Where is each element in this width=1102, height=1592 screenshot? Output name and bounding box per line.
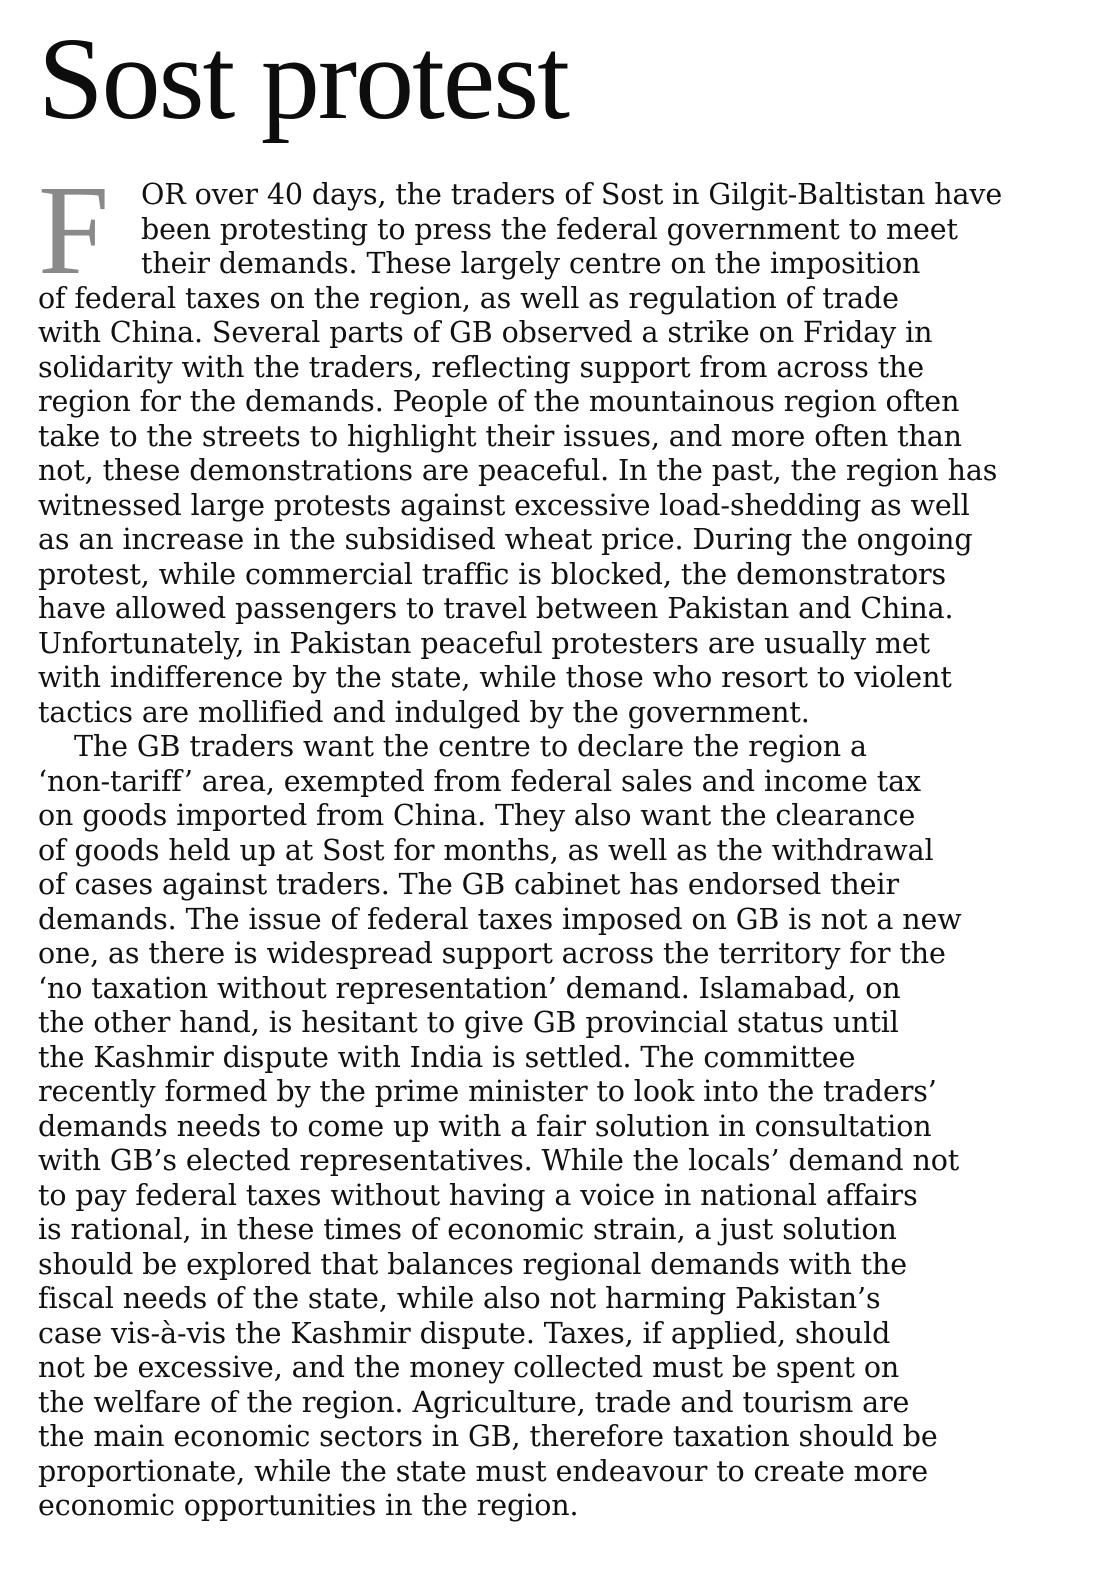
text-line: on goods imported from China. They also want the clearance	[38, 799, 916, 832]
text-line: protest, while commercial traffic is blocked, the demonstrators	[38, 557, 947, 591]
text-line: economic opportunities in the region.	[38, 1489, 579, 1522]
text-line: ‘non-tariff’ area, exempted from federal sales and income tax	[38, 764, 921, 798]
text-line: their demands. These largely centre on the imposition	[141, 247, 921, 280]
text-line: the main economic sectors in GB, therefore taxation should be	[38, 1420, 938, 1453]
text-line: fiscal needs of the state, while also not harming Pakistan’s	[38, 1282, 881, 1315]
text-line: demands needs to come up with a fair solution in consultation	[38, 1109, 932, 1143]
text-line: to pay federal taxes without having a voice in national affairs	[38, 1178, 918, 1212]
text-line: with GB’s elected representatives. While the locals’ demand not	[38, 1144, 960, 1177]
headline: Sost protest	[38, 13, 568, 144]
text-line: one, as there is widespread support across the territory for the	[38, 937, 946, 970]
text-line: tactics are mollified and indulged by the government.	[38, 695, 810, 729]
paragraph-1	[38, 159, 1078, 730]
text-line: the other hand, is hesitant to give GB provincial status until	[38, 1006, 899, 1039]
text-line: OR over 40 days, the traders of Sost in Gilgit-Baltistan have	[141, 178, 1003, 211]
text-line: been protesting to press the federal government to meet	[141, 212, 958, 246]
text-line: demands. The issue of federal taxes imposed on GB is not a new	[38, 902, 962, 936]
text-line: not be excessive, and the money collected must be spent on	[38, 1351, 900, 1384]
text-line: the Kashmir dispute with India is settled. The committee	[38, 1040, 856, 1074]
text-line: Unfortunately, in Pakistan peaceful protesters are usually met	[38, 626, 931, 660]
text-line: The GB traders want the centre to declare the region a	[74, 730, 867, 763]
text-line: case vis-à-vis the Kashmir dispute. Taxes, if applied, should	[38, 1316, 891, 1350]
text-line: have allowed passengers to travel between Pakistan and China.	[38, 592, 954, 625]
text-line: take to the streets to highlight their issues, and more often than	[38, 419, 962, 453]
text-line: solidarity with the traders, reflecting support from across the	[38, 350, 925, 384]
text-line: proportionate, while the state must endeavour to create more	[38, 1454, 928, 1488]
text-line: of cases against traders. The GB cabinet has endorsed their	[38, 868, 899, 901]
text-line: region for the demands. People of the mountainous region often	[38, 385, 960, 418]
text-line: as an increase in the subsidised wheat price. During the ongoing	[38, 523, 973, 556]
text-line: of federal taxes on the region, as well as regulation of trade	[38, 281, 899, 315]
text-line: recently formed by the prime minister to look into the traders’	[38, 1075, 937, 1108]
text-line: witnessed large protests against excessive load-shedding as well	[38, 488, 970, 522]
article-body	[38, 159, 1078, 1524]
text-line: with China. Several parts of GB observed a strike on Friday in	[38, 316, 933, 349]
drop-cap: F	[38, 159, 110, 301]
text-line: not, these demonstrations are peaceful. In the past, the region has	[38, 454, 998, 487]
text-line: should be explored that balances regional demands with the	[38, 1247, 908, 1281]
paragraph-2	[38, 730, 1078, 1524]
text-line: with indifference by the state, while those who resort to violent	[38, 661, 952, 694]
text-line: the welfare of the region. Agriculture, trade and tourism are	[38, 1385, 910, 1419]
text-line: is rational, in these times of economic strain, a just solution	[38, 1213, 897, 1246]
text-line: of goods held up at Sost for months, as well as the withdrawal	[38, 833, 934, 867]
text-line: ‘no taxation without representation’ demand. Islamabad, on	[38, 971, 901, 1005]
